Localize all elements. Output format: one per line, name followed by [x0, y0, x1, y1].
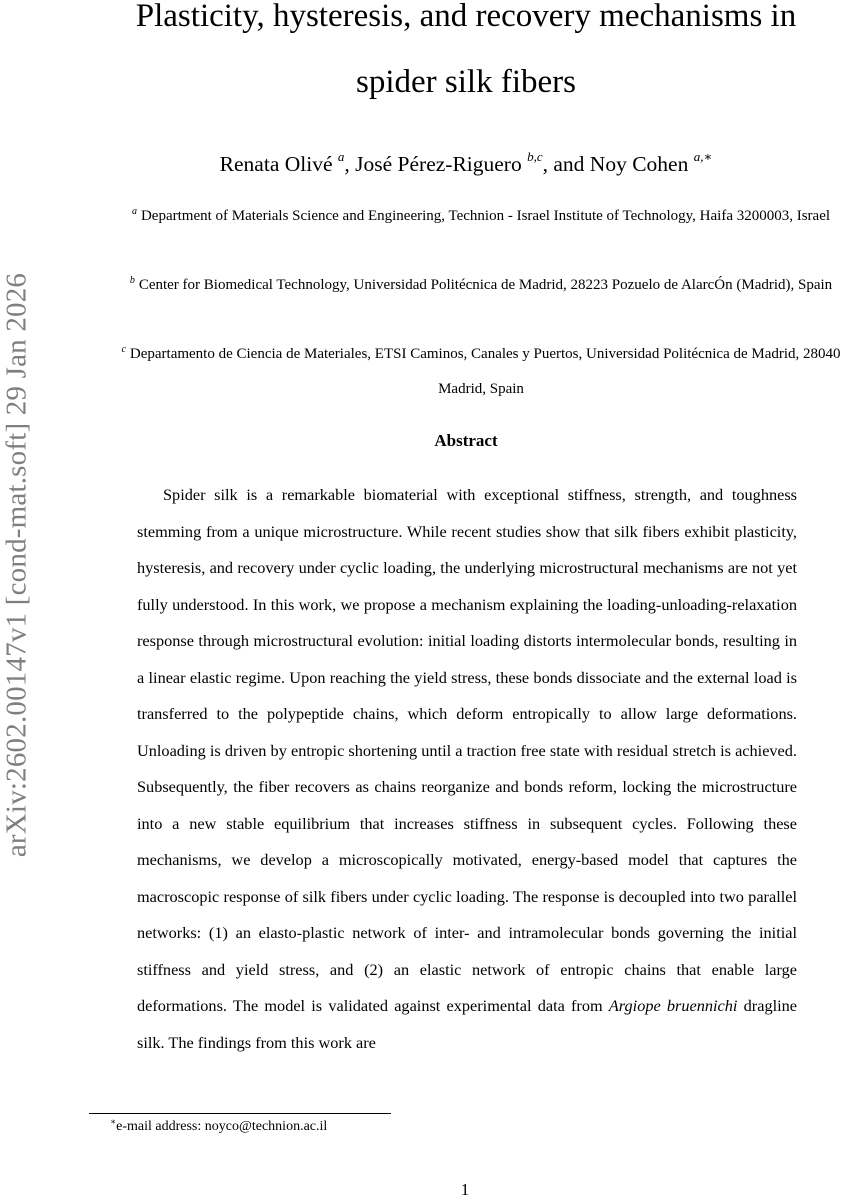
- paper-title-line-1: Plasticity, hysteresis, and recovery mechanisms in: [135, 0, 797, 34]
- page-number: 1: [460, 1180, 470, 1199]
- affiliation-mark: b,c: [527, 148, 543, 164]
- abstract-body: Spider silk is a remarkable biomaterial with exceptional stiffness, strength, and toughness stemming from a unique microstructure. While recent studies show that silk fibers exhibit plasticity, hysteresis, and recovery under cyclic loading, the underlying microstructural mechanisms are not yet fully understood. In this work, we propose a mechanism explaining the loading-unloading-relaxation response through microstructural evolution: initial loading distorts intermolecular bonds, resulting in a linear elastic regime. Upon reaching the yield stress, these bonds dissociate and the external load is transferred to the polypeptide chains, which deform entropically to allow large deformations. Unloading is driven by entropic shortening until a traction free state with residual stretch is achieved. Subsequently, the fiber recovers as chains reorganize and bonds reform, locking the microstructure into a new stable equilibrium that increases stiffness in subsequent cycles. Following these mechanisms, we develop a microscopically motivated, energy-based model that captures the macroscopic response of silk fibers under cyclic loading. The response is decoupled into two parallel networks: (1) an elasto-plastic network of inter- and intramolecular bonds governing the initial stiffness and yield stress, and (2) an elastic network of entropic chains that enable large deformations. The model is validated against experimental data from Argiope bruennichi dragline silk. The findings from this work are: [137, 485, 797, 1052]
- author-name: Renata Olivé: [219, 152, 333, 176]
- paper-title-line-2: spider silk fibers: [356, 64, 576, 100]
- author-name: José Pérez-Riguero: [355, 152, 522, 176]
- author-list: Renata Olivé $^a$, José Pérez-Riguero $^{b,c}$, and Noy Cohen $^{a,∗}$: [219, 148, 713, 176]
- author-name: Noy Cohen: [589, 152, 689, 176]
- arxiv-identifier-stamp: [0, 0, 34, 1200]
- affiliation-b: $^b$ Center for Biomedical Technology, Universidad Politécnica de Madrid, 28223 Pozuelo de AlarcÓn (Madrid), Spain: [129, 275, 833, 293]
- affiliation-a: $^a$ Department of Materials Science and Engineering, Technion - Israel Institute of Technology, Haifa 3200003, Israel: [131, 206, 831, 224]
- footnote-divider: [89, 1113, 391, 1114]
- species-name: Argiope bruennichi: [608, 996, 738, 1015]
- footnote-email: ∗e-mail address: noyco@technion.ac.il: [110, 1116, 328, 1134]
- affiliation-mark: a,∗: [693, 148, 713, 164]
- affiliation-mark: a: [337, 148, 345, 164]
- abstract-heading: Abstract: [434, 431, 498, 450]
- arxiv-identifier-text: arXiv:2602.00147v1 [cond-mat.soft] 29 Jan 2026: [0, 272, 33, 858]
- affiliation-c: $^c$ Departamento de Ciencia de Materiales, ETSI Caminos, Canales y Puertos, Universidad Politécnica de Madrid, 28040 Madrid, Spain: [121, 344, 841, 397]
